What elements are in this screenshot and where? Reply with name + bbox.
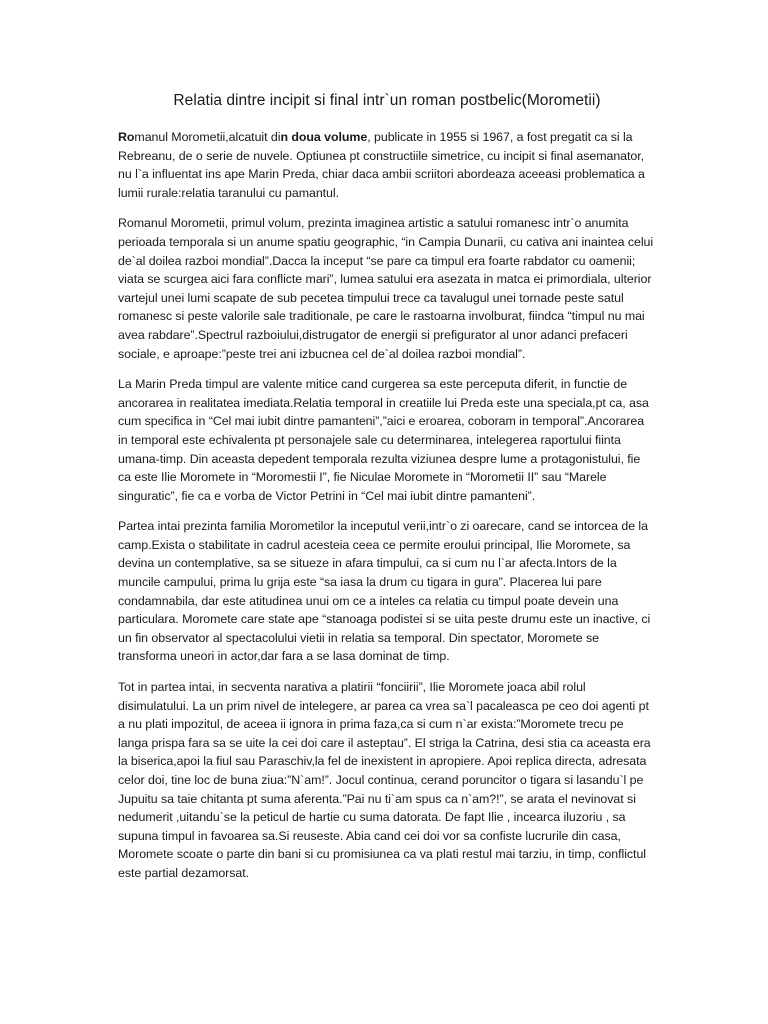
paragraph-1-bold-start: Ro [118, 130, 135, 144]
paragraph-3: La Marin Preda timpul are valente mitice cand curgerea sa este perceputa diferit, in functie de ancorarea in realitatea imediata.Relatia temporal in creatiile lui Preda este una speciala,pt ca, asa cum specifica in “Cel mai iubit dintre pamanteni”,”aici e eroarea, coboram in temporal”.Ancorarea in temporal este echivalenta pt personajele sale cu determinarea, intelegerea raportului fiinta umana-timp. Din aceasta depedent temporala rezulta viziunea despre lume a protagonistului, fie ca este Ilie Moromete in “Moromestii I”, fie Niculae Moromete in “Morometii II” sau “Marele singuratic”, fie ca e vorba de Victor Petrini in “Cel mai iubit dintre pamanteni”. [118, 377, 649, 503]
paragraph-5: Tot in partea intai, in secventa narativa a platirii “fonciirii”, Ilie Moromete joaca abil rolul disimulatului. La un prim nivel de intelegere, ar parea ca vrea sa`l pacaleasca pe ceo doi agenti pt a nu plati impozitul, de aceea ii ignora in prima faza,ca si cum n`ar exista:”Moromete trecu pe langa prispa fara sa se uite la cei doi care il asteptau”. El striga la Catrina, desi stia ca aceasta era la biserica,apoi la fiul sau Paraschiv,la fel de inexistent in apropiere. Apoi replica directa, adresata celor doi, tine loc de buna ziua:”N`am!”. Jocul continua, cerand poruncitor o tigara si lasandu`l pe Jupuitu sa taie chitanta pt suma aferenta.”Pai nu ti`am spus ca n`am?!”, se arata el nevinovat si nedumerit ,uitandu`se la peticul de hartie cu suma datorata. De fapt Ilie , incearca iluzoriu , sa supuna timpul in favoarea sa.Si reuseste. Abia cand cei doi vor sa confiste lucrurile din casa, Moromete scoate o parte din bani si cu promisiunea ca va plati restul mai tarziu, in timp, conflictul este partial dezamorsat. [118, 680, 651, 880]
paragraph-1-text-b: , publicate in 1955 si 1967, a fost pregatit ca si la Rebreanu, de o serie de nuvele. Optiunea pt constructiile simetrice, cu incipit si final asemanator, nu l`a influentat ins ape Marin Preda, chiar daca ambii scriitori abordeaza aceeasi problematica a lumii rurale:relatia taranului cu pamantul. [118, 130, 645, 200]
paragraph-2: Romanul Morometii, primul volum, prezinta imaginea artistic a satului romanesc intr`o anumita perioada temporala si un anume spatiu geographic, “in Campia Dunarii, cu cativa ani inaintea celui de`al doilea razboi mondial”.Dacca la inceput “se pare ca timpul era foarte rabdator cu oamenii; viata se scurgea aici fara conflicte mari”, lumea satului era asezata in matca ei primordiala, ulterior vartejul unei lumi scapate de sub pecetea timpului trece ca tavalugul unei tornade peste satul romanesc si peste valorile sale traditionale, pe care le rastoarna involburat, fiindca “timpul nu mai avea rabdare”.Spectrul razboiului,distrugator de energii si prefigurator al unor adanci prefaceri sociale, e aproape:”peste trei ani izbucnea cel de`al doilea razboi mondial”. [118, 216, 654, 361]
paragraph-4: Partea intai prezinta familia Morometilor la inceputul verii,intr`o zi oarecare, cand se intorcea de la camp.Exista o stabilitate in cadrul acesteia ceea ce permite eroului principal, Ilie Moromete, sa devina un contemplative, sa se situeze in afara timpului, ca si cum nu l`ar afecta.Intors de la muncile campului, prima lu grija este “sa iasa la drum cu tigara in gura”. Placerea lui pare condamnabila, dar este atitudinea unui om ce a inteles ca relatia cu timpul poate devein una particulara. Moromete care state ape “stanoaga podistei si se uita peste drumu este un inactive, ci un fin observator al spectacolului vietii in relatia sa temporal. Din spectator, Moromete se transforma uneori in actor,dar fara a se lasa dominat de timp. [118, 519, 651, 664]
document-title: Relatia dintre incipit si final intr`un roman postbelic(Morometii) [173, 92, 601, 109]
paragraph-1 [118, 128, 656, 202]
paragraph-1-text-a: manul Morometii,alcatuit di [134, 130, 281, 144]
paragraph-1-bold-volumes: n doua volume [280, 130, 368, 144]
